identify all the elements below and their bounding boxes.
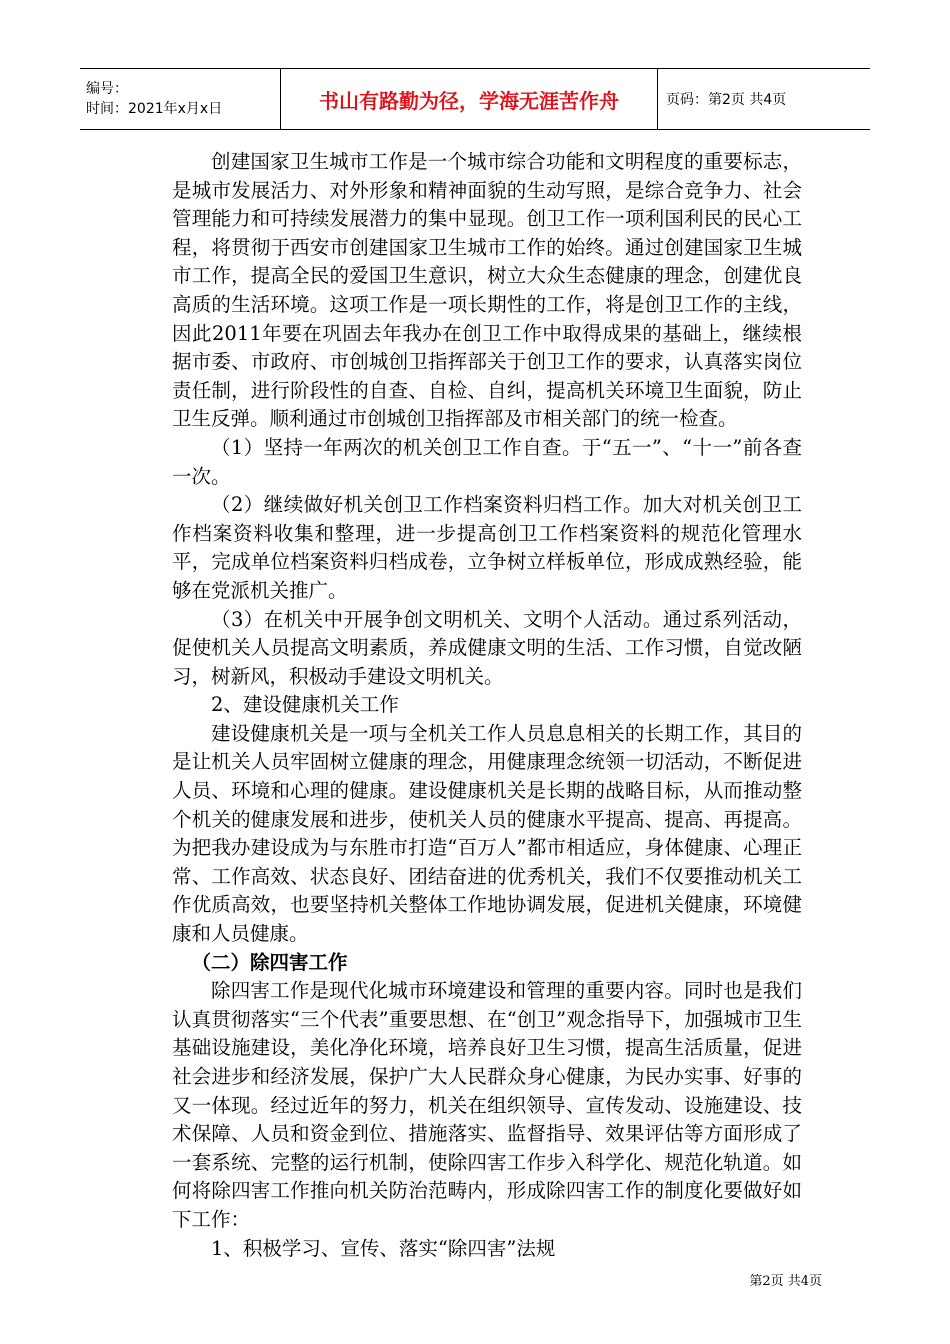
subheading-paragraph: 2、建设健康机关工作 — [211, 693, 399, 717]
body-paragraph: （1）坚持一年两次的机关创卫工作自查。于“五一”、“十一”前各查一次。 — [172, 435, 802, 488]
header-meta — [80, 69, 280, 129]
body-paragraph: 除四害工作是现代化城市环境建设和管理的重要内容。同时也是我们认真贯彻落实“三个代表”重要思想、在“创卫”观念指导下，加强城市卫生基础设施建设，美化净化环境，培养良好卫生习惯，提高生活质量，促进社会进步和经济发展，保护广大人民群众身心健康，为民办实事、好事的又一体现。经过近年的努力，机关在组织领导、宣传发动、设施建设、技术保障、人员和资金到位、措施落实、监督指导、效果评估等方面形成了一套系统、完整的运行机制，使除四害工作步入科学化、规范化轨道。如何将除四害工作推向机关防治范畴内，形成除四害工作的制度化要做好如下工作： — [172, 979, 802, 1231]
header-number-label: 编号： — [86, 81, 128, 97]
page-footer: 第2页 共4页 — [749, 1274, 822, 1289]
document-body — [172, 148, 802, 1263]
subheading-paragraph: 1、积极学习、宣传、落实“除四害”法规 — [211, 1236, 556, 1260]
body-paragraph: （2）继续做好机关创卫工作档案资料归档工作。加大对机关创卫工作档案资料收集和整理，进一步提高创卫工作档案资料的规范化管理水平，完成单位档案资料归档成卷，立争树立样板单位，形成成熟经验，能够在党派机关推广。 — [172, 493, 802, 602]
body-paragraph: （3）在机关中开展争创文明机关、文明个人活动。通过系列活动，促使机关人员提高文明素质，养成健康文明的生活、工作习惯，自觉改陋习，树新风，积极动手建设文明机关。 — [172, 607, 802, 688]
header-time-label: 时间：2021年x月x日 — [86, 101, 223, 117]
page-header — [80, 68, 870, 130]
section-heading: （二）除四害工作 — [191, 950, 348, 974]
header-motto: 书山有路勤为径，学海无涯苦作舟 — [280, 69, 658, 129]
body-paragraph: 创建国家卫生城市工作是一个城市综合功能和文明程度的重要标志，是城市发展活力、对外形象和精神面貌的生动写照，是综合竞争力、社会管理能力和可持续发展潜力的集中显现。创卫工作一项利国利民的民心工程，将贯彻于西安市创建国家卫生城市工作的始终。通过创建国家卫生城市工作，提高全民的爱国卫生意识，树立大众生态健康的理念，创建优良高质的生活环境。这项工作是一项长期性的工作，将是创卫工作的主线，因此2011年要在巩固去年我办在创卫工作中取得成果的基础上，继续根据市委、市政府、市创城创卫指挥部关于创卫工作的要求，认真落实岗位责任制，进行阶段性的自查、自检、自纠，提高机关环境卫生面貌，防止卫生反弹。顺利通过市创城创卫指挥部及市相关部门的统一检查。 — [172, 150, 802, 431]
body-paragraph: 建设健康机关是一项与全机关工作人员息息相关的长期工作，其目的是让机关人员牢固树立健康的理念，用健康理念统领一切活动，不断促进人员、环境和心理的健康。建设健康机关是长期的战略目标，从而推动整个机关的健康发展和进步，使机关人员的健康水平提高、提高、再提高。为把我办建设成为与东胜市打造“百万人”都市相适应，身体健康、心理正常、工作高效、状态良好、团结奋进的优秀机关，我们不仅要推动机关工作优质高效，也要坚持机关整体工作地协调发展，促进机关健康，环境健康和人员健康。 — [172, 721, 802, 946]
header-page-label: 页码：第2页 共4页 — [666, 92, 787, 108]
